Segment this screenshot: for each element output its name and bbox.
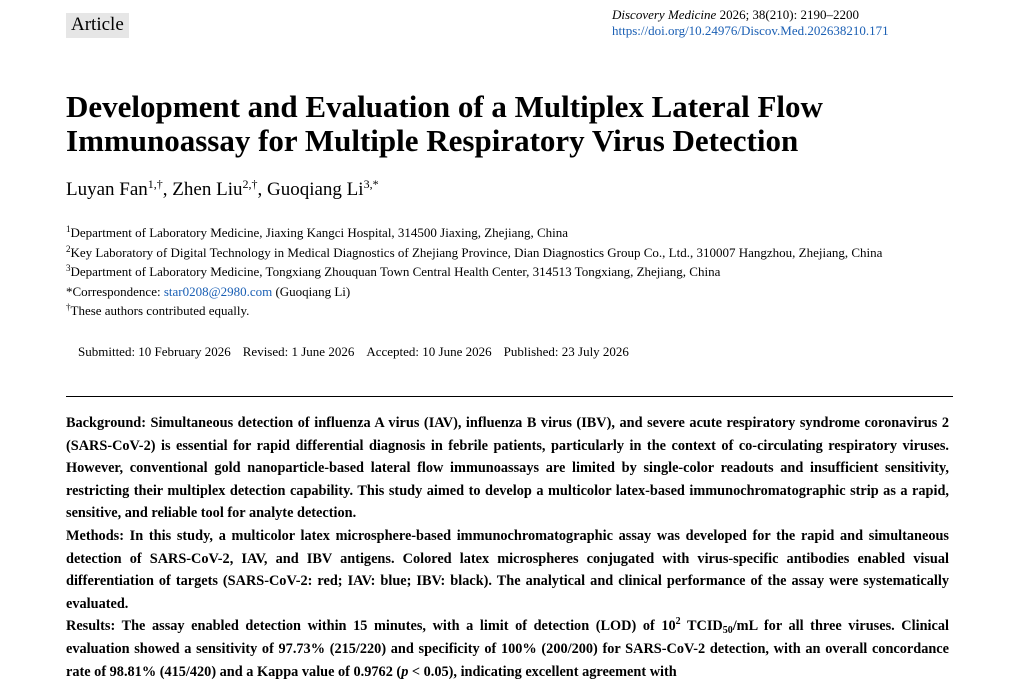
affiliation-item	[66, 223, 951, 243]
correspondence-email-link[interactable]: star0208@2980.com	[163, 283, 273, 299]
dagger-mark: †	[66, 302, 71, 313]
article-type-badge: Article	[66, 13, 129, 38]
abstract-methods: Methods: In this study, a multicolor latex microsphere-based immunochromatographic assay was developed for the rapid and simultaneous detection of SARS-CoV-2, IAV, and IBV antigens. Colored latex microspheres conjugated with virus-specific antibodies enabled visual differentiation of targets (SARS-CoV-2: red; IAV: blue; IBV: black). The analytical and clinical performance of the assay were systematically evaluated.	[66, 527, 949, 612]
journal-citation	[612, 7, 889, 39]
author-affiliation-mark: 2,†	[242, 177, 258, 191]
author-name: Luyan Fan	[66, 179, 148, 200]
author-list: Luyan Fan$^{1,\dagger}$, Zhen Liu$^{2,\dagger}$, Guoqiang $Li^{3,*}$	[66, 177, 379, 200]
equal-contribution-note	[66, 301, 951, 321]
journal-name: Discovery Medicine	[612, 7, 717, 22]
publication-dates	[78, 342, 641, 361]
affiliation-item	[66, 243, 951, 263]
correspondence-name: (Guoqiang Li)	[272, 283, 351, 299]
results-text: < 0.05), indicating excellent agreement with	[408, 663, 677, 680]
article-title: Development and Evaluation of a Multiplex Lateral Flow Immunoassay for Multiple Respiratory Virus Detection	[66, 89, 823, 158]
author-name: Guoqiang Li	[266, 179, 364, 200]
results-p-symbol: p	[401, 663, 409, 680]
author-name: Zhen Liu	[172, 179, 243, 200]
affiliation-text: Key Laboratory of Digital Technology in Medical Diagnostics of Zhejiang Province, Dian Diagnostics Group Co., Ltd., 310007 Hangzhou, Zhejiang, China	[70, 244, 883, 260]
results-text: TCID	[680, 618, 723, 635]
doi-link[interactable]: https://doi.org/10.24976/Discov.Med.202638210.171	[612, 23, 889, 38]
journal-volume: 2026; 38(210): 2190–2200	[716, 7, 859, 22]
section-divider	[66, 396, 953, 397]
submitted-date: Submitted: 10 February 2026	[78, 344, 231, 359]
affiliation-text: Department of Laboratory Medicine, Tongxiang Zhouquan Town Central Health Center, 314513 Tongxiang, Zhejiang, China	[70, 264, 721, 280]
results-text: Results: The assay enabled detection within 15 minutes, with a limit of detection (LOD) of 10	[66, 618, 676, 635]
affiliation-number: 3	[66, 263, 71, 274]
correspondence-label: *Correspondence:	[66, 283, 164, 299]
author-affiliation-mark: 3,*	[363, 177, 379, 191]
results-superscript: 2	[675, 616, 681, 628]
accepted-date: Accepted: 10 June 2026	[366, 344, 492, 359]
results-text: /mL for all three viruses. Clinical evaluation showed a sensitivity of 97.73% (215/220) and specificity of 100% (200/200) for SARS-CoV-2 detection, with an overall concordance rate of 98.81% (415/420) and a Kappa value of 0.9762 (	[66, 618, 949, 680]
author-affiliation-mark: 1,†	[147, 177, 163, 191]
correspondence-line	[66, 282, 951, 302]
affiliation-item	[66, 262, 951, 282]
affiliation-number: 2	[66, 243, 71, 254]
affiliations-block	[66, 223, 951, 321]
equal-contribution-text: These authors contributed equally.	[70, 303, 250, 319]
affiliation-text: Department of Laboratory Medicine, Jiaxing Kangci Hospital, 314500 Jiaxing, Zhejiang, China	[70, 225, 568, 240]
results-subscript: 50	[722, 625, 733, 637]
abstract-background: Background: Simultaneous detection of influenza A virus (IAV), influenza B virus (IBV), and severe acute respiratory syndrome coronavirus 2 (SARS-CoV-2) is essential for rapid differential diagnosis in febrile patients, particularly in the context of co-circulating respiratory viruses. However, conventional gold nanoparticle-based lateral flow immunoassays are limited by single-color readouts and insufficient sensitivity, restricting their multiplex detection capability. This study aimed to develop a multicolor latex-based immunochromatographic strip as a rapid, sensitive, and reliable tool for analyte detection.	[66, 415, 949, 522]
abstract	[66, 412, 949, 683]
affiliation-number: 1	[66, 224, 71, 234]
abstract-results	[66, 615, 949, 683]
published-date: Published: 23 July 2026	[503, 344, 629, 359]
revised-date: Revised: 1 June 2026	[242, 344, 355, 359]
